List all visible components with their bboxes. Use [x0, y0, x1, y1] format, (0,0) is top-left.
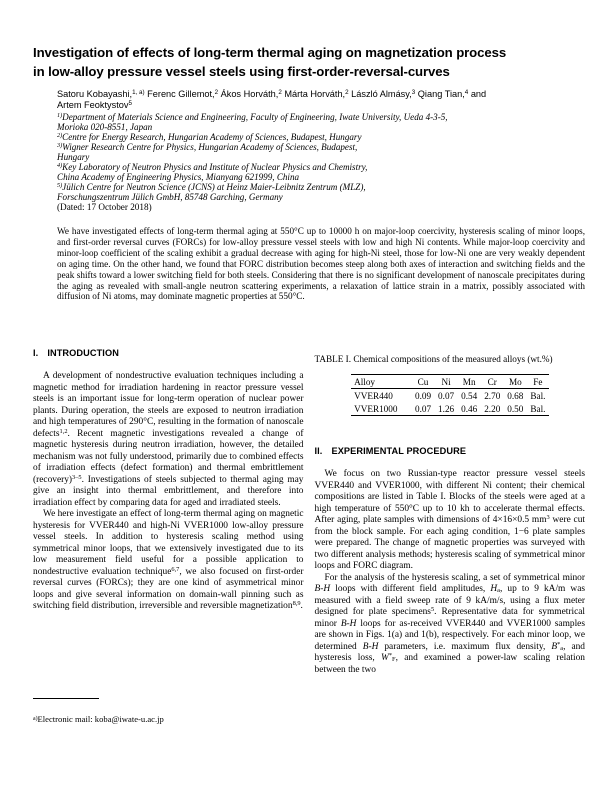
- table-cell: VVER440: [354, 390, 393, 401]
- table-cell: VVER1000: [354, 403, 398, 414]
- paragraph: We focus on two Russian-type reactor pressure vessel steels VVER440 and VVER1000, with different Ni content; their chemical compositions are listed in Table I. Blocks of the steels were aged at a high temperature of 550°C up to 10 kh to accelerate thermal effects. After aging, plate samples with dimensions of 4×16×0.5 $mm^3$ were cut from the block sample. For each aging condition, 1−6 plate samples were prepared. The change of magnetic properties was surveyed with two different analysis methods; hysteresis scaling of symmetrical minor loops and FORC diagram.: [314, 469, 585, 571]
- table-header-cell: Alloy: [351, 375, 412, 389]
- affiliation-line: Forschungszentrum Jülich GmbH, 85748 Garching, Germany: [57, 192, 283, 202]
- section-heading-introduction: [33, 348, 304, 358]
- author-line: Satoru Kobayashi,$^{1, a)}$ Ferenc Gillemot,$^2$ Ákos Horváth,$^2$ Márta Horváth,$^2$ László Almásy,$^3$ Qiang Tian,$^4$ and: [57, 89, 487, 99]
- footnote-rule: [33, 698, 99, 699]
- affiliation-line: $^{2)}$Centre for Energy Research, Hungarian Academy of Sciences, Budapest, Hungary: [57, 132, 362, 142]
- table-header-row: [351, 375, 549, 389]
- footnote-block: [33, 698, 164, 724]
- paragraph: A development of nondestructive evaluation techniques including a magnetic method for irradiation hardening in reactor pressure vessel steels is an important issue for long-term operation of nuclear power plants. During operation, the steels are exposed to neutron irradiation and high temperatures of 290°C, resulting in the formation of nanoscale defects$^{1,2}$. Recent magnetic investigations revealed a change of magnetic hysteresis during neutron irradiation, however, the detailed mechanism was not fully understood, primarily due to combined effects of irradiation effects (defect formation) and thermal embrittlement (recovery)$^{3-5}$. Investigations of steels subjected to thermal aging may give an insight into thermal embrittlement, and therefore into irradiation effect by comparing data for aged and irradiated steels.: [33, 371, 304, 508]
- composition-table: [351, 374, 549, 416]
- affiliation-line: Hungary: [57, 152, 90, 162]
- table-row: [351, 402, 549, 416]
- email-footnote: $^{a)}$Electronic mail: koba@iwate-u.ac.jp: [33, 714, 164, 724]
- table-header-cell: Cr: [481, 375, 504, 389]
- author-line: Artem Feoktystov$^5$: [57, 99, 132, 110]
- two-column-body: [33, 348, 585, 730]
- table-cell: 2.70: [484, 390, 501, 401]
- affiliation-line: $^{4)}$Key Laboratory of Neutron Physics and Institute of Nuclear Physics and Chemistry,: [57, 162, 368, 172]
- table-cell: 0.50: [507, 403, 524, 414]
- paragraph: For the analysis of the hysteresis scaling, a set of symmetrical minor B-H loops with different field amplitudes, $H_a$, up to 9 kA/m was measured with a field sweep rate of 9 kA/m/s, using a flux meter designed for plate specimens$^5$. Representative data for symmetrical minor B-H loops for as-received VVER440 and VVER1000 samples are shown in Figs. 1(a) and 1(b), respectively. For each minor loop, we determined B-H parameters, i.e. maximum flux density, $B^*_a$, and hysteresis loss, $W^*_F$, and examined a power-law scaling relation between the two: [314, 572, 586, 675]
- section-title: INTRODUCTION: [47, 348, 119, 358]
- affiliation-line: $^{5)}$Jülich Centre for Neutron Science (JCNS) at Heinz Maier-Leibnitz Zentrum (MLZ),: [57, 182, 366, 192]
- section-heading-experimental: [315, 446, 586, 456]
- author-list: [57, 89, 486, 111]
- affiliation-list: [57, 112, 448, 202]
- right-column: [315, 348, 586, 730]
- table-header-cell: Cu: [411, 375, 434, 389]
- affiliation-line: China Academy of Engineering Physics, Mianyang 621999, China: [57, 172, 300, 182]
- section-number: II.: [314, 446, 323, 456]
- table-header-cell: Mo: [504, 375, 527, 389]
- table-caption: TABLE I. Chemical compositions of the measured alloys (wt.%): [314, 354, 553, 364]
- left-column: [33, 348, 304, 730]
- table-cell: 0.09: [414, 390, 432, 401]
- section-number: I.: [33, 348, 39, 358]
- paper-title-line: in low-alloy pressure vessel steels using first-order-reversal-curves: [33, 63, 450, 79]
- dateline: (Dated: 17 October 2018): [57, 202, 152, 212]
- section-title: EXPERIMENTAL PROCEDURE: [331, 446, 467, 456]
- table-cell: 0.07: [438, 390, 455, 401]
- paper-title: [33, 44, 506, 81]
- table-header-cell: Ni: [435, 375, 458, 389]
- table-cell: Bal.: [530, 390, 546, 401]
- table-cell: 1.26: [438, 403, 455, 414]
- table-cell: 0.46: [461, 403, 478, 414]
- affiliation-line: $^{3)}$Wigner Research Centre for Physics, Hungarian Academy of Sciences, Budapest,: [57, 142, 358, 152]
- abstract: We have investigated effects of long-term thermal aging at 550°C up to 10000 h on major-loop coercivity, hysteresis scaling of minor loops, and first-order reversal curves (FORCs) for low-alloy pressure vessel steels with low and high Ni contents. While major-loop coercivity and minor-loop coefficient of the scaling exhibit a gradual decrease with aging for high-Ni steel, those for low-Ni one are very weakly dependent on aging time. On the other hand, we found that FORC distribution becomes steep along both axes of interaction and switching fields and the peak shifts toward a lower switching field for both steels. Considering that there is no significant development of nanoscale precipitates during the aging as revealed with small-angle neutron scattering experiments, a relaxation of lattice strain in a matrix, possibly associated with diffusion of Ni atoms, may dominate magnetic properties at 550°C.: [57, 226, 585, 302]
- table-cell: 0.07: [414, 403, 432, 414]
- paper-title-line: Investigation of effects of long-term thermal aging on magnetization process: [33, 45, 507, 60]
- table-cell: Bal.: [530, 403, 546, 414]
- table-row: [351, 389, 549, 403]
- affiliation-line: Morioka 020-8551, Japan: [57, 122, 153, 132]
- table-cell: 2.20: [484, 403, 501, 414]
- table-header-cell: Fe: [527, 375, 549, 389]
- affiliation-line: $^{1)}$Department of Materials Science and Engineering, Faculty of Engineering, Iwate University, Ueda 4-3-5,: [57, 112, 448, 122]
- table-cell: 0.54: [461, 390, 478, 401]
- paragraph: We here investigate an effect of long-term thermal aging on magnetic hysteresis for VVER440 and high-Ni VVER1000 low-alloy pressure vessel steels. In addition to hysteresis scaling method using symmetrical minor loops, that we extensively investigated due to its low measurement field useful for a possible application to nondestructive evaluation technique$^{6,7}$, we also focused on first-order reversal curves (FORCs); they are one kind of asymmetrical minor loops and give several information on domain-wall pinning such as switching field distribution, irreversible and reversible magnetization$^{8,9}$.: [33, 509, 304, 611]
- table-header-cell: Mn: [458, 375, 481, 389]
- table-cell: 0.68: [507, 390, 524, 401]
